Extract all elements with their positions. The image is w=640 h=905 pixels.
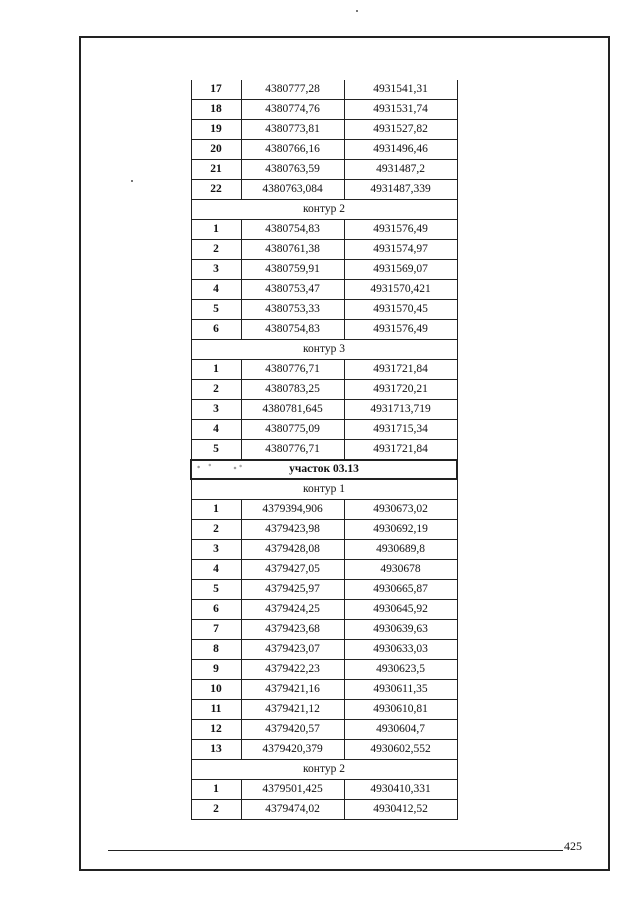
coordinate-x: 4380759,91 [241, 260, 344, 280]
point-number: 11 [191, 700, 241, 720]
point-number: 18 [191, 100, 241, 120]
scan-speck [356, 10, 358, 12]
table-row [191, 620, 457, 640]
table-row [191, 360, 457, 380]
point-number: 3 [191, 540, 241, 560]
point-number: 2 [191, 380, 241, 400]
coordinate-y: 4931715,34 [344, 420, 457, 440]
coordinate-x: 4380766,16 [241, 140, 344, 160]
point-number: 9 [191, 660, 241, 680]
table-row [191, 120, 457, 140]
point-number: 2 [191, 800, 241, 820]
coordinate-x: 4379394,906 [241, 500, 344, 520]
coordinate-y: 4930623,5 [344, 660, 457, 680]
coordinate-x: 4380754,83 [241, 320, 344, 340]
point-number: 1 [191, 500, 241, 520]
coordinate-y: 4930410,331 [344, 780, 457, 800]
table-row [191, 380, 457, 400]
point-number: 6 [191, 600, 241, 620]
coordinate-y: 4931720,21 [344, 380, 457, 400]
point-number: 17 [191, 80, 241, 100]
coordinate-x: 4380776,71 [241, 360, 344, 380]
contour-label: контур 2 [191, 760, 457, 780]
coordinate-y: 4930602,552 [344, 740, 457, 760]
coordinate-x: 4379428,08 [241, 540, 344, 560]
coordinate-y: 4930645,92 [344, 600, 457, 620]
coordinate-y: 4930639,63 [344, 620, 457, 640]
table-row [191, 420, 457, 440]
contour-label: контур 2 [191, 200, 457, 220]
coordinate-y: 4931569,07 [344, 260, 457, 280]
coordinate-x: 4379423,68 [241, 620, 344, 640]
coordinate-x: 4380776,71 [241, 440, 344, 461]
point-number: 8 [191, 640, 241, 660]
table-row [191, 440, 457, 461]
coordinate-y: 4930692,19 [344, 520, 457, 540]
table-row [191, 300, 457, 320]
point-number: 2 [191, 240, 241, 260]
coordinate-x: 4380774,76 [241, 100, 344, 120]
coordinate-x: 4380783,25 [241, 380, 344, 400]
point-number: 1 [191, 360, 241, 380]
coordinate-y: 4930604,7 [344, 720, 457, 740]
point-number: 3 [191, 400, 241, 420]
coordinate-x: 4379423,98 [241, 520, 344, 540]
coordinate-y: 4930633,03 [344, 640, 457, 660]
coordinate-y: 4931487,2 [344, 160, 457, 180]
point-number: 5 [191, 440, 241, 461]
point-number: 1 [191, 780, 241, 800]
table-row [191, 640, 457, 660]
table-row [191, 80, 457, 100]
coordinate-y: 4931574,97 [344, 240, 457, 260]
coordinate-y: 4931531,74 [344, 100, 457, 120]
coordinate-y: 4931541,31 [344, 80, 457, 100]
coordinate-y: 4931721,84 [344, 440, 457, 461]
scan-smudge [193, 462, 249, 472]
coordinate-y: 4930611,35 [344, 680, 457, 700]
coordinate-y: 4931713,719 [344, 400, 457, 420]
contour-label: контур 3 [191, 340, 457, 360]
coordinate-y: 4931487,339 [344, 180, 457, 200]
coordinate-x: 4380761,38 [241, 240, 344, 260]
table-row [191, 100, 457, 120]
table-row [191, 680, 457, 700]
table-row [191, 520, 457, 540]
table-row [191, 580, 457, 600]
table-row [191, 780, 457, 800]
coordinate-x: 4379425,97 [241, 580, 344, 600]
point-number: 1 [191, 220, 241, 240]
coordinate-y: 4931527,82 [344, 120, 457, 140]
coordinate-x: 4380753,33 [241, 300, 344, 320]
contour-header-row [191, 760, 457, 780]
point-number: 4 [191, 560, 241, 580]
table-row [191, 660, 457, 680]
table-row [191, 540, 457, 560]
coordinate-x: 4380763,59 [241, 160, 344, 180]
coordinate-x: 4379474,02 [241, 800, 344, 820]
coordinate-y: 4931576,49 [344, 320, 457, 340]
coordinates-table [190, 80, 458, 820]
coordinate-x: 4379423,07 [241, 640, 344, 660]
table-row [191, 700, 457, 720]
coordinate-y: 4931576,49 [344, 220, 457, 240]
point-number: 4 [191, 280, 241, 300]
point-number: 12 [191, 720, 241, 740]
page-number: 425 [564, 839, 582, 853]
coordinate-x: 4379501,425 [241, 780, 344, 800]
table-row [191, 560, 457, 580]
scan-speck [131, 180, 133, 182]
table-row [191, 280, 457, 300]
table-row [191, 180, 457, 200]
coordinate-y: 4930412,52 [344, 800, 457, 820]
table-row [191, 320, 457, 340]
coordinate-x: 4379420,57 [241, 720, 344, 740]
contour-header-row [191, 340, 457, 360]
coordinate-x: 4380781,645 [241, 400, 344, 420]
table-row [191, 740, 457, 760]
coordinate-y: 4931570,421 [344, 280, 457, 300]
coordinate-y: 4930689,8 [344, 540, 457, 560]
coordinate-y: 4930678 [344, 560, 457, 580]
coordinate-y: 4931721,84 [344, 360, 457, 380]
coordinate-y: 4931570,45 [344, 300, 457, 320]
table-row [191, 260, 457, 280]
point-number: 21 [191, 160, 241, 180]
coordinate-x: 4379427,05 [241, 560, 344, 580]
coordinates-table-body [191, 80, 457, 820]
coordinate-x: 4379422,23 [241, 660, 344, 680]
section-label: участок 03.13 [191, 460, 457, 479]
point-number: 20 [191, 140, 241, 160]
coordinate-x: 4380773,81 [241, 120, 344, 140]
coordinate-y: 4930673,02 [344, 500, 457, 520]
contour-header-row [191, 479, 457, 500]
coordinate-y: 4930610,81 [344, 700, 457, 720]
contour-label: контур 1 [191, 479, 457, 500]
table-row [191, 160, 457, 180]
coordinate-x: 4380763,084 [241, 180, 344, 200]
point-number: 5 [191, 300, 241, 320]
table-row [191, 140, 457, 160]
point-number: 4 [191, 420, 241, 440]
table-row [191, 600, 457, 620]
table-row [191, 800, 457, 820]
point-number: 10 [191, 680, 241, 700]
footer-rule [108, 850, 563, 851]
coordinate-x: 4379421,12 [241, 700, 344, 720]
coordinate-y: 4930665,87 [344, 580, 457, 600]
coordinate-x: 4380753,47 [241, 280, 344, 300]
table-row [191, 400, 457, 420]
table-row [191, 220, 457, 240]
coordinate-x: 4380775,09 [241, 420, 344, 440]
point-number: 13 [191, 740, 241, 760]
coordinate-x: 4380754,83 [241, 220, 344, 240]
table-row [191, 240, 457, 260]
point-number: 6 [191, 320, 241, 340]
coordinate-x: 4379421,16 [241, 680, 344, 700]
contour-header-row [191, 200, 457, 220]
table-row [191, 500, 457, 520]
point-number: 7 [191, 620, 241, 640]
coordinate-x: 4379424,25 [241, 600, 344, 620]
coordinate-x: 4379420,379 [241, 740, 344, 760]
coordinate-x: 4380777,28 [241, 80, 344, 100]
point-number: 19 [191, 120, 241, 140]
point-number: 2 [191, 520, 241, 540]
point-number: 22 [191, 180, 241, 200]
point-number: 5 [191, 580, 241, 600]
coordinate-y: 4931496,46 [344, 140, 457, 160]
table-row [191, 720, 457, 740]
point-number: 3 [191, 260, 241, 280]
